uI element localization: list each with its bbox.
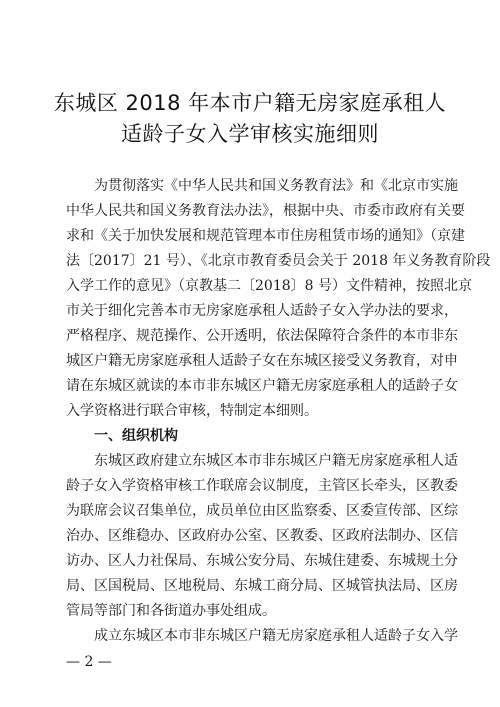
paragraph-2-line: 龄子女入学资格审核工作联席会议制度，主管区长牵头，区教委 — [66, 478, 458, 494]
paragraph-2-line: 管局等部门和各街道办事处组成。 — [66, 603, 276, 619]
paragraph-1-line: 市关于细化完善本市无房家庭承租人适龄子女入学办法的要求， — [66, 303, 458, 319]
document-title-line-1: 东城区 2018 年本市户籍无房家庭承租人 — [53, 91, 447, 115]
document-title-line-2: 适龄子女入学审核实施细则 — [121, 122, 379, 146]
paragraph-2-line: 访办、区人力社保局、东城公安分局、东城住建委、东城规土分 — [66, 553, 458, 569]
paragraph-1-line: 入学工作的意见》（京教基二〔2018〕8 号）文件精神，按照北京 — [66, 278, 472, 294]
paragraph-1-line: 严格程序、规范操作、公开透明，依法保障符合条件的本市非东 — [66, 328, 458, 344]
paragraph-2-line: 为联席会议召集单位，成员单位由区监察委、区委宣传部、区综 — [66, 503, 458, 519]
paragraph-1-line: 入学资格进行联合审核，特制定本细则。 — [66, 403, 318, 419]
page-number: — 2 — — [66, 654, 112, 670]
paragraph-1-line: 城区户籍无房家庭承租人适龄子女在东城区接受义务教育，对申 — [66, 353, 458, 369]
paragraph-2-line: 局、区国税局、区地税局、东城工商分局、区城管执法局、区房 — [66, 578, 458, 594]
paragraph-1-line: 求和《关于加快发展和规范管理本市住房租赁市场的通知》（京建 — [66, 228, 465, 244]
section-heading: 一、组织机构 — [94, 428, 178, 444]
paragraph-2-line: 东城区政府建立东城区本市非东城区户籍无房家庭承租人适 — [94, 453, 458, 469]
paragraph-1-line: 中华人民共和国义务教育法办法》，根据中央、市委市政府有关要 — [66, 203, 465, 219]
paragraph-1-line: 法〔2017〕21 号）、《北京市教育委员会关于 2018 年义务教育阶段 — [66, 253, 491, 269]
paragraph-3-line: 成立东城区本市非东城区户籍无房家庭承租人适龄子女入学 — [94, 628, 458, 644]
paragraph-1-line: 为贯彻落实《中华人民共和国义务教育法》和《北京市实施 — [94, 178, 458, 194]
paragraph-1-line: 请在东城区就读的本市非东城区户籍无房家庭承租人的适龄子女 — [66, 378, 458, 394]
paragraph-2-line: 治办、区维稳办、区政府办公室、区教委、区政府法制办、区信 — [66, 528, 458, 544]
